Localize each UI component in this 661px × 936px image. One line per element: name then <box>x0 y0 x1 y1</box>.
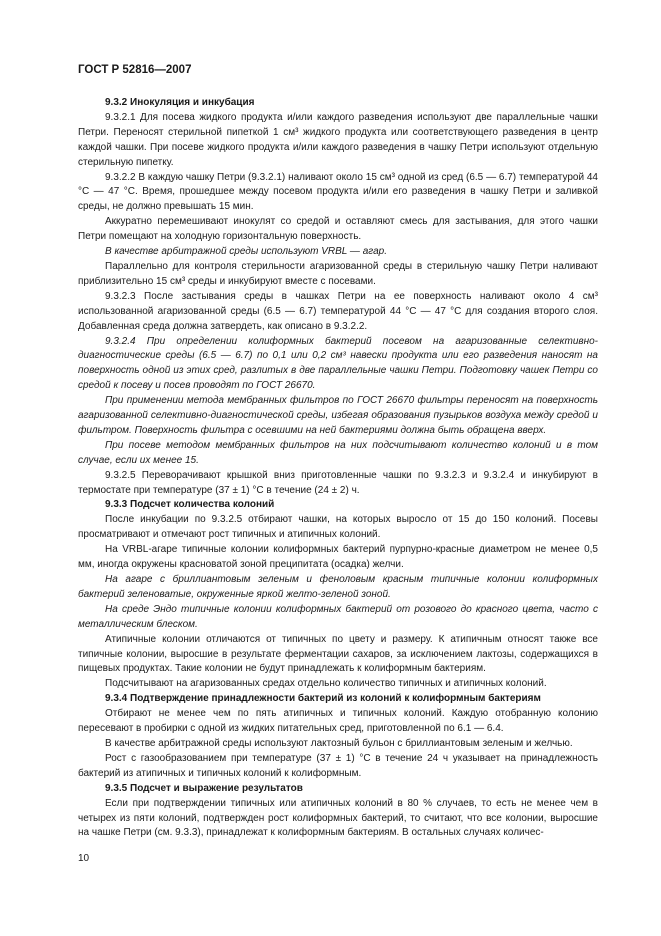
paragraph: Подсчитывают на агаризованных средах отдельно количество типичных и атипичных колоний. <box>105 678 547 690</box>
paragraph: 9.3.2.2 В каждую чашку Петри (9.3.2.1) наливают около 15 см³ одной из сред (6.5 — 6.7) температурой 44 °С — 47 °С. Время, прошедшее между посевом продукта и/или его разведения в чашку Петри и заливкой среды, не должно превышать 15 мин. <box>78 171 598 213</box>
page-number: 10 <box>78 853 90 864</box>
paragraph: Рост с газообразованием при температуре (37 ± 1) °С в течение 24 ч указывает на принадлежность бактерий из атипичных и типичных колоний к колиформным. <box>78 752 598 779</box>
paragraph: После инкубации по 9.3.2.5 отбирают чашки, на которых выросло от 15 до 150 колоний. Посевы просматривают и отмечают рост типичных и атипичных колоний. <box>78 514 598 541</box>
paragraph: Если при подтверждении типичных или атипичных колоний в 80 % случаев, то есть не менее чем в четырех из пяти колоний, подтвержден рост колиформных бактерий, то считают, что все колонии, выросшие на чашке Петри (см. 9.3.3), принадлежат к колиформным бактериям. В остальных случаях количес- <box>78 797 598 839</box>
document-header: ГОСТ Р 52816—2007 <box>78 64 192 76</box>
paragraph: В качестве арбитражной среды используют VRBL — агар. <box>105 246 387 258</box>
section-heading: 9.3.3 Подсчет количества колоний <box>105 499 275 511</box>
paragraph: 9.3.2.1 Для посева жидкого продукта и/или каждого разведения используют две параллельные чашки Петри. Переносят стерильной пипеткой 1 см³ жидкого продукта или соответствующего разведения в центр каждой чашки. При посеве жидкого продукта и/или каждого разведения в чашку Петри используют отдельную стерильную пипетку. <box>78 111 598 168</box>
paragraph: Отбирают не менее чем по пять атипичных и типичных колоний. Каждую отобранную колонию пересевают в пробирки с одной из жидких питательных сред, приготовленной по 6.1 — 6.4. <box>78 708 598 735</box>
paragraph: При применении метода мембранных фильтров по ГОСТ 26670 фильтры переносят на поверхность агаризованной селективно-диагностической среды, избегая образования пузырьков воздуха между средой и фильтром. Поверхность фильтра с осевшими на ней бактериями должна быть обращена вверх. <box>78 395 598 436</box>
section-heading: 9.3.5 Подсчет и выражение результатов <box>105 782 303 794</box>
paragraph: 9.3.2.4 При определении колиформных бактерий посевом на агаризованные селективно-диагностические среды (6.5 — 6.7) по 0,1 или 0,2 см³ навески продукта или его разведения наносят на поверхность одной из этих сред, разлитых в две параллельные чашки Петри. Подготовку чашек Петри со средой к посеву и посев проводят по ГОСТ 26670. <box>78 335 598 392</box>
paragraph: Аккуратно перемешивают инокулят со средой и оставляют смесь для застывания, для этого чашки Петри помещают на холодную горизонтальную поверхность. <box>78 216 598 243</box>
paragraph: Атипичные колонии отличаются от типичных по цвету и размеру. К атипичным относят также все типичные колонии, выросшие в результате ферментации сахаров, за исключением лактозы, содержащихся в пищевых продуктах. Такие колонии не будут принадлежать к колиформным бактериям. <box>78 633 598 675</box>
section-heading: 9.3.4 Подтверждение принадлежности бактерий из колоний к колиформным бактериям <box>105 693 541 705</box>
paragraph: На VRBL-агаре типичные колонии колиформных бактерий пурпурно-красные диаметром не менее 0,5 мм, иногда окружены красноватой зоной преципитата (осадка) желчи. <box>78 544 598 571</box>
paragraph: 9.3.2.3 После застывания среды в чашках Петри на ее поверхность наливают около 4 см³ использованной агаризованной среды (6.5 — 6.7) температурой 44 °С — 47 °С для создания второго слоя. Добавленная среда должна затвердеть, как описано в 9.3.2.2. <box>78 290 598 332</box>
paragraph: Параллельно для контроля стерильности агаризованной среды в стерильную чашку Петри наливают приблизительно 15 см³ среды и инкубируют вместе с посевами. <box>78 260 598 287</box>
document-body <box>78 96 598 841</box>
paragraph: На агаре с бриллиантовым зеленым и феноловым красным типичные колонии колиформных бактерий зеленоватые, окруженные яркой желто-зеленой зоной. <box>78 574 598 600</box>
paragraph: 9.3.2.5 Переворачивают крышкой вниз приготовленные чашки по 9.3.2.3 и 9.3.2.4 и инкубируют в термостате при температуре (37 ± 1) °С в течение (24 ± 2) ч. <box>78 469 598 496</box>
paragraph: В качестве арбитражной среды используют лактозный бульон с бриллиантовым зеленым и желчью. <box>105 737 573 749</box>
section-heading: 9.3.2 Инокуляция и инкубация <box>105 97 255 108</box>
paragraph: При посеве методом мембранных фильтров на них подсчитывают количество колоний и в том случае, если их менее 15. <box>78 439 598 466</box>
paragraph: На среде Эндо типичные колонии колиформных бактерий от розового до красного цвета, часто с металлическим блеском. <box>78 603 598 630</box>
